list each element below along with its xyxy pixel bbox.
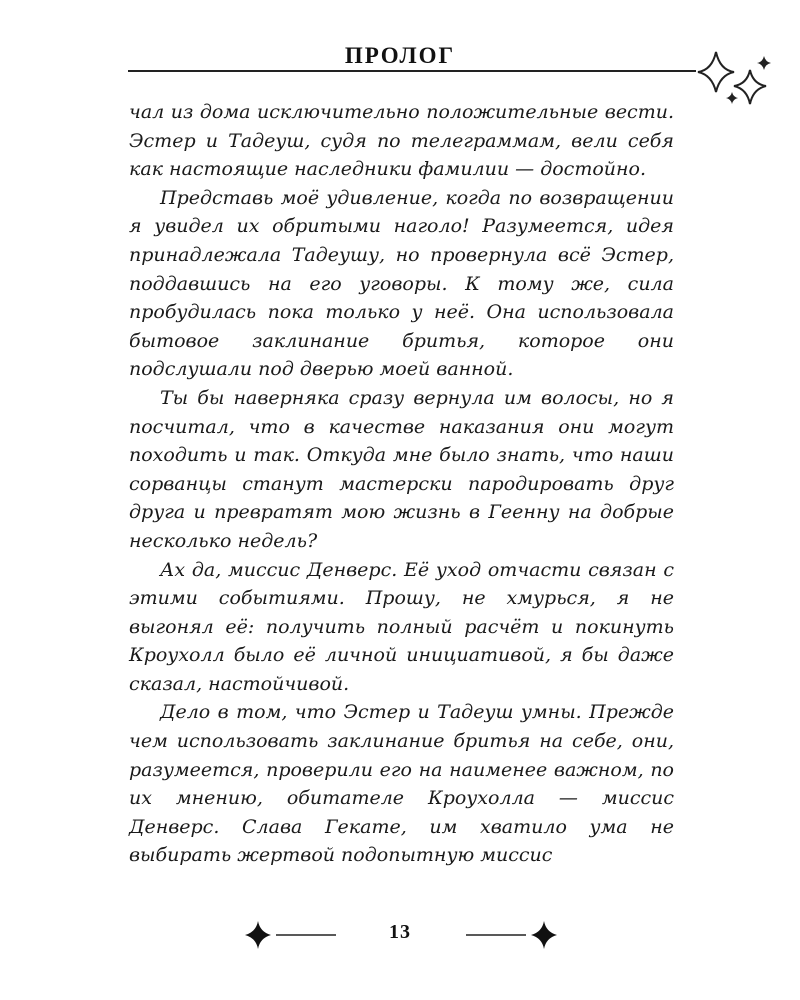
page-header [0,0,800,110]
large-sparkle-icon [698,52,734,92]
chapter-title: ПРОЛОГ [344,43,456,68]
paragraph-1: чал из дома исключительно положительные вести. Эстер и Тадеуш, судя по телеграммам, вели себя как настоящие наследники фамилии — достойно. [129,101,674,181]
header-rule [128,70,696,72]
paragraph-5: Дело в том, что Эстер и Тадеуш умны. Прежде чем использовать заклинание бритья на себе, они, разумеется, проверили его на наименее важном, по их мнению, обитателе Кроухолла — миссис Денверс. Слава Гекате, им хватило ума не выбирать жертвой подопытную миссис [129,701,674,867]
left-footer-ornament-icon [240,915,340,955]
medium-sparkle-icon [734,70,766,104]
small-sparkle-icon [757,56,771,70]
right-footer-ornament-icon [462,915,562,955]
tiny-sparkle-icon [726,92,738,104]
sparkle-stars-icon [690,48,786,116]
paragraph-2: Представь моё удивление, когда по возвращении я увидел их обритыми наголо! Разумеется, идея принадлежала Тадеушу, но провернула всё Эстер, поддавшись на его уговоры. К тому же, сила пробудилась пока только у неё. Она использовала бытовое заклинание бритья, которое они подслушали под дверью моей ванной. [129,186,674,381]
page-footer [0,915,800,955]
paragraph-3: Ты бы наверняка сразу вернула им волосы, но я посчитал, что в качестве наказания они могут походить и так. Откуда мне было знать, что наши сорванцы станут мастерски пародировать друг друга и превратят мою жизнь в Геенну на добрые несколько недель? [129,386,674,552]
body-text [129,98,674,870]
page-number: 13 [389,921,411,943]
paragraph-4: Ах да, миссис Денверс. Её уход отчасти связан с этими событиями. Прошу, не хмурься, я не выгонял её: получить полный расчёт и покинуть Кроухолл было её личной инициативой, я бы даже сказал, настойчивой. [129,558,674,695]
